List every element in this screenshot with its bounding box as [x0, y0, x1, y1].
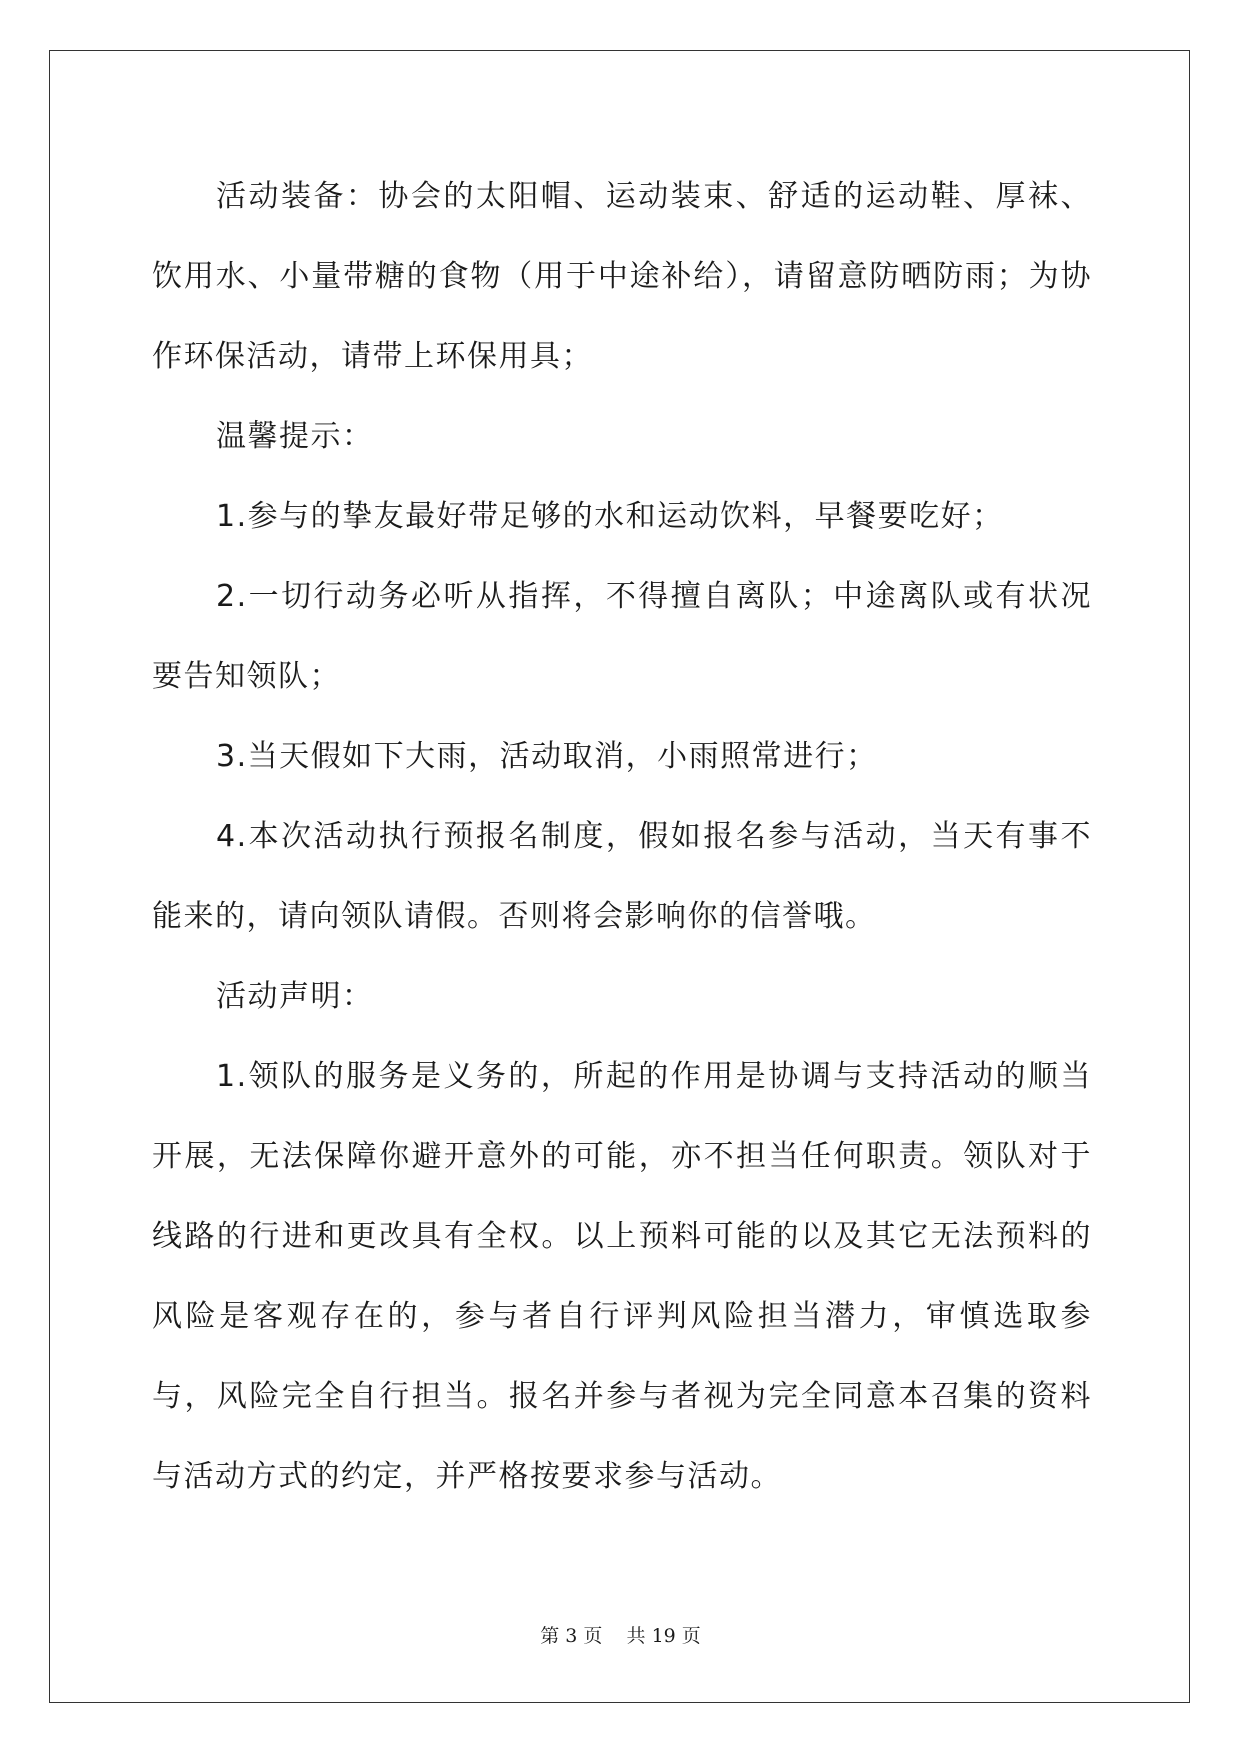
- tip-item-2: 2.一切行动务必听从指挥，不得擅自离队；中途离队或有状况要告知领队；: [152, 579, 1092, 694]
- statement-item-1: 1.领队的服务是义务的，所起的作用是协调与支持活动的顺当开展，无法保障你避开意外的可能，亦不担当任何职责。领队对于线路的行进和更改具有全权。以上预料可能的以及其它无法预料的风险是客观存在的，参与者自行评判风险担当潜力，审慎选取参与，风险完全自行担当。报名并参与者视为完全同意本召集的资料与活动方式的约定，并严格按要求参与活动。: [152, 1059, 1092, 1494]
- tip-item-4: 4.本次活动执行预报名制度，假如报名参与活动，当天有事不能来的，请向领队请假。否则将会影响你的信誉哦。: [152, 819, 1092, 934]
- tip-item-3: 3.当天假如下大雨，活动取消，小雨照常进行；: [216, 739, 878, 774]
- heading-statement: 活动声明：: [216, 979, 374, 1014]
- paragraph-equipment: 活动装备：协会的太阳帽、运动装束、舒适的运动鞋、厚袜、饮用水、小量带糖的食物（用于中途补给），请留意防晒防雨；为协作环保活动，请带上环保用具；: [152, 179, 1092, 374]
- tip-item-1: 1.参与的挚友最好带足够的水和运动饮料，早餐要吃好；: [216, 499, 1004, 534]
- document-body: [152, 157, 1092, 1517]
- page-number-footer: 第 3 页 共 19 页: [540, 1625, 701, 1647]
- heading-tips: 温馨提示：: [216, 419, 374, 454]
